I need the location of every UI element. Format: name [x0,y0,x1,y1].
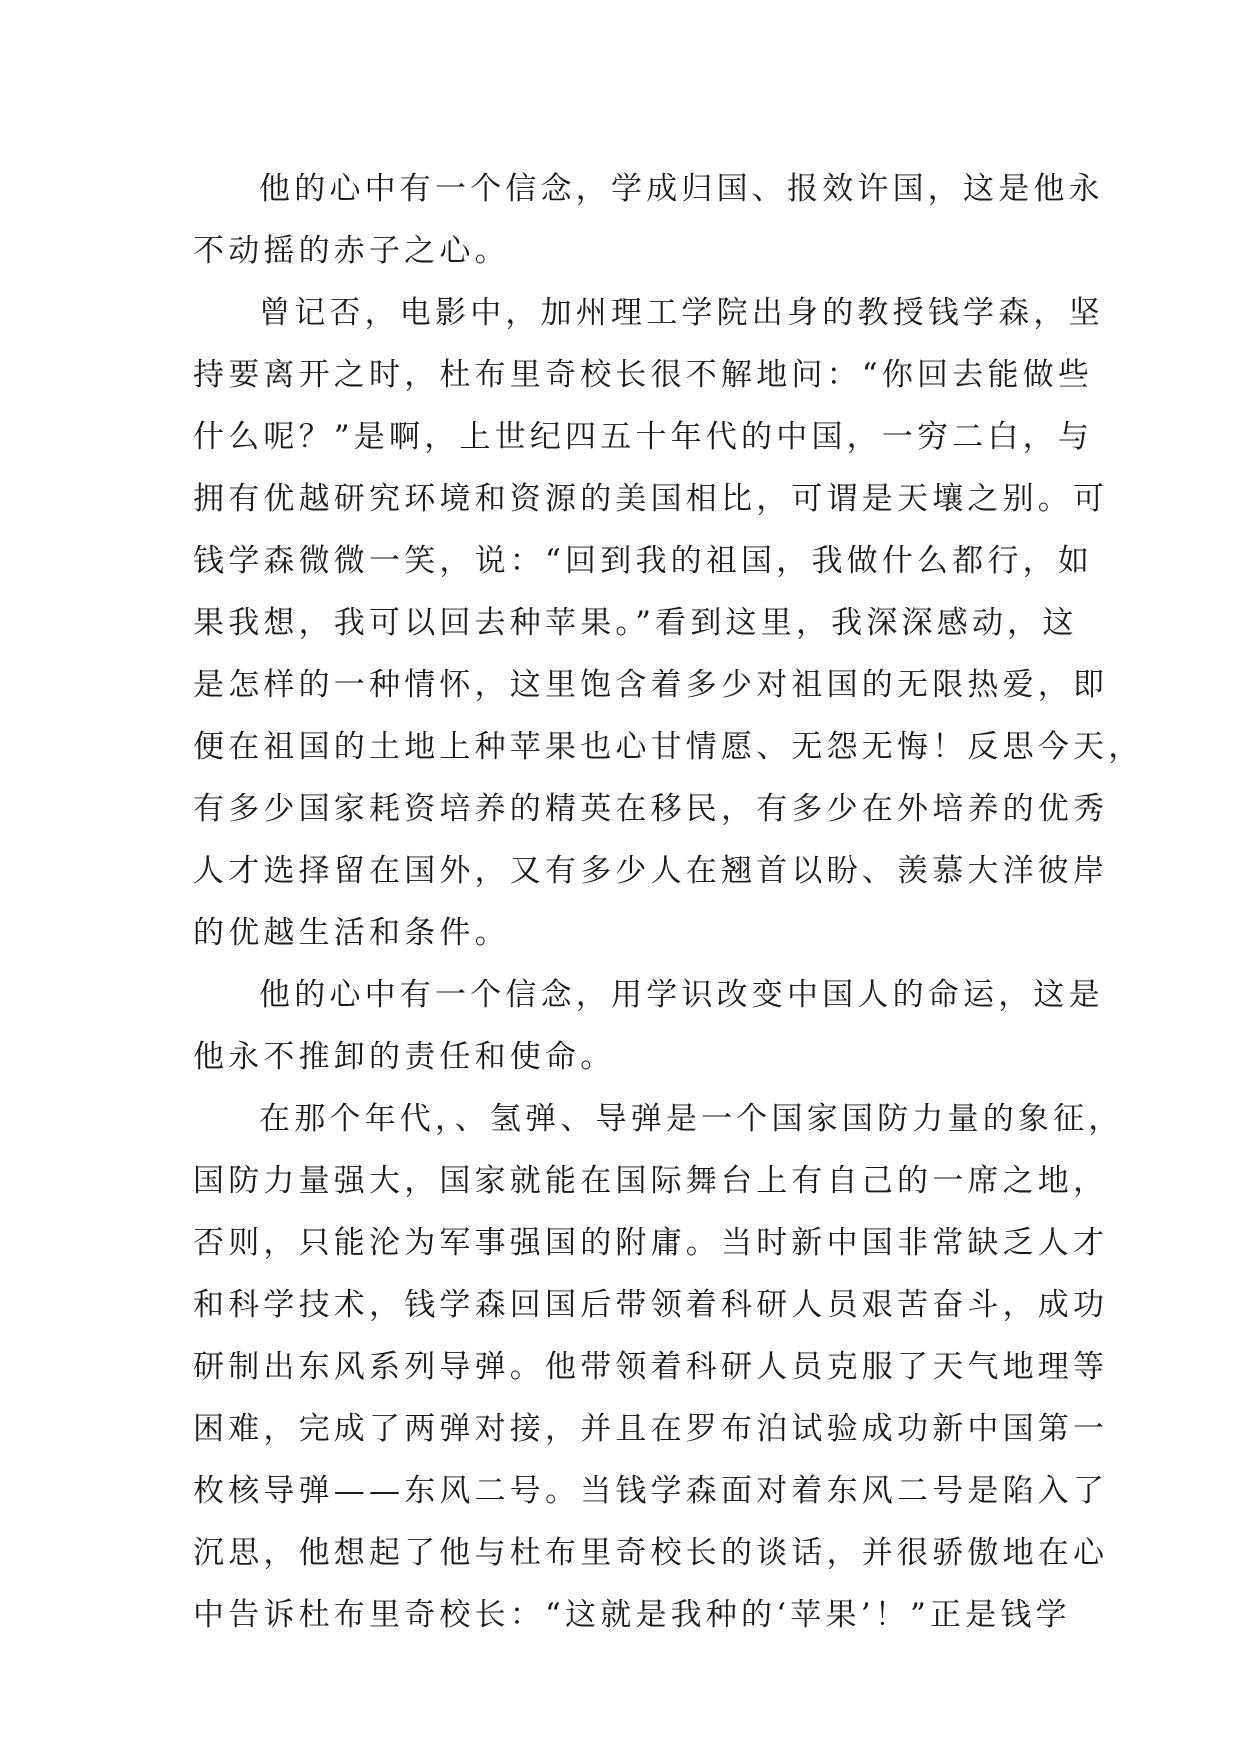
text-line: 否则，只能沦为军事强国的附庸。当时新中国非常缺乏人才 [193,1225,1109,1261]
text-line: 曾记否，电影中，加州理工学院出身的教授钱学森，坚 [259,295,1104,331]
text-line: 困难，完成了两弹对接，并且在罗布泊试验成功新中国第一 [193,1411,1109,1447]
text-line: 国防力量强大，国家就能在国际舞台上有自己的一席之地， [193,1163,1109,1199]
text-line: 枚核导弹——东风二号。当钱学森面对着东风二号是陷入了 [193,1473,1109,1509]
text-line: 研制出东风系列导弹。他带领着科研人员克服了天气地理等 [193,1349,1109,1385]
text-line: 拥有优越研究环境和资源的美国相比，可谓是天壤之别。可 [193,481,1109,517]
text-line: 不动摇的赤子之心。 [193,233,510,269]
text-line: 的优越生活和条件。 [193,915,510,951]
text-line: 钱学森微微一笑，说：“回到我的祖国，我做什么都行，如 [193,543,1094,579]
text-line: 便在祖国的土地上种苹果也心甘情愿、无怨无悔！反思今天， [193,729,1144,765]
text-line: 沉思，他想起了他与杜布里奇校长的谈话，并很骄傲地在心 [193,1535,1109,1571]
text-line: 有多少国家耗资培养的精英在移民，有多少在外培养的优秀 [193,791,1109,827]
text-line: 他永不推卸的责任和使命。 [193,1039,616,1075]
text-line: 和科学技术，钱学森回国后带领着科研人员艰苦奋斗，成功 [193,1287,1109,1323]
text-line: 人才选择留在国外，又有多少人在翘首以盼、羡慕大洋彼岸 [193,853,1109,889]
text-line: 果我想，我可以回去种苹果。”看到这里，我深深感动，这 [193,605,1078,641]
text-line: 持要离开之时，杜布里奇校长很不解地问：“你回去能做些 [193,357,1094,393]
text-line: 是怎样的一种情怀，这里饱含着多少对祖国的无限热爱，即 [193,667,1109,703]
text-line: 他的心中有一个信念，学成归国、报效许国，这是他永 [259,171,1104,207]
text-line: 他的心中有一个信念，用学识改变中国人的命运，这是 [259,977,1104,1013]
text-line: 在那个年代，、氢弹、导弹是一个国家国防力量的象征， [259,1101,1124,1137]
text-line: 什么呢？”是啊，上世纪四五十年代的中国，一穷二白，与 [193,419,1094,455]
text-line: 中告诉杜布里奇校长：“这就是我种的‘苹果’！”正是钱学 [193,1597,1071,1633]
body-text [193,158,1144,1646]
